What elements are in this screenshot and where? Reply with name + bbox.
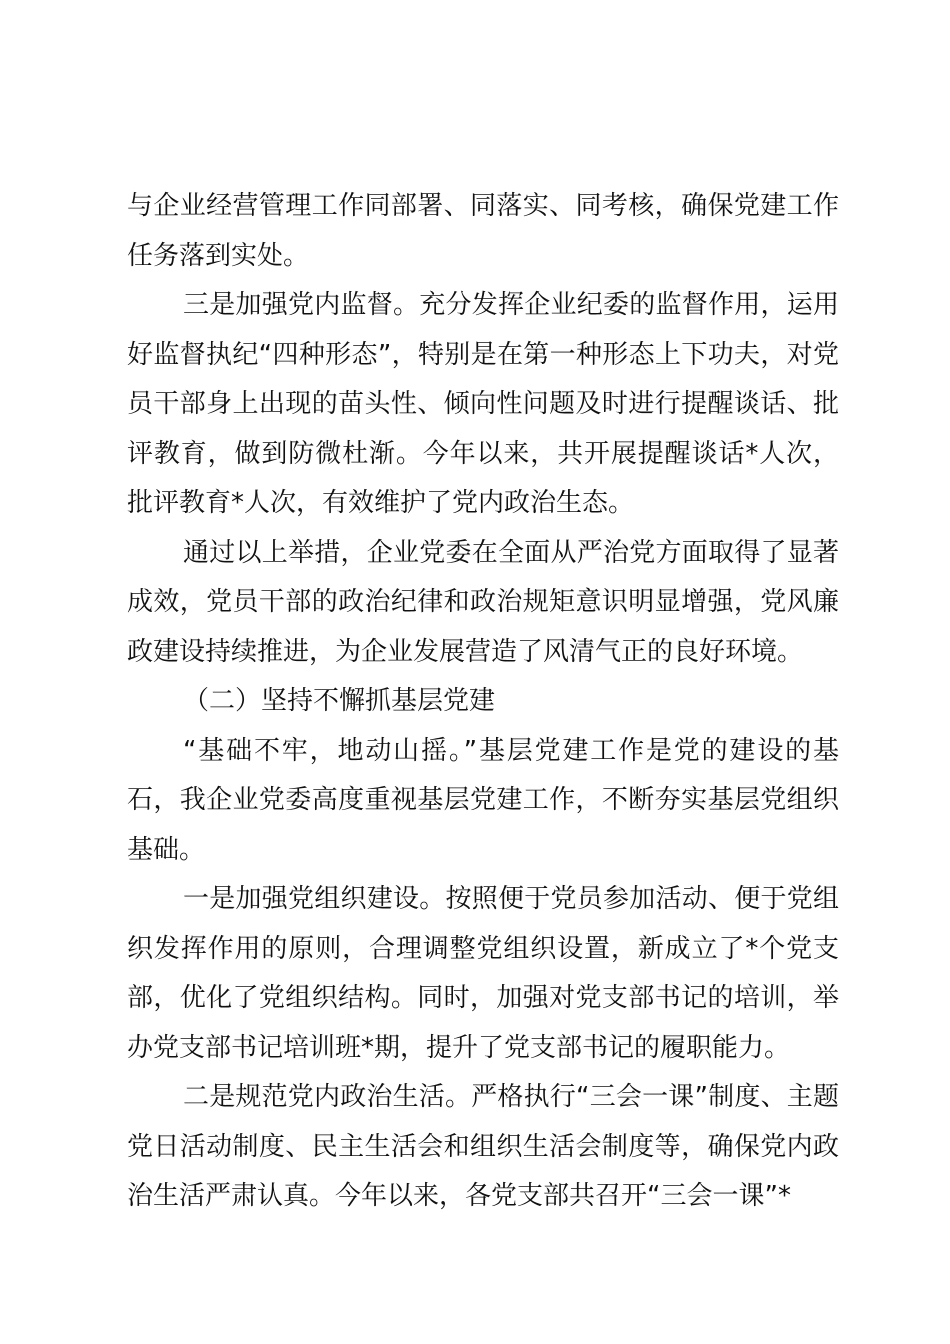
paragraph-continuation: 与企业经营管理工作同部署、同落实、同考核，确保党建工作任务落到实处。 xyxy=(127,191,839,271)
paragraph-summary: 通过以上举措，企业党委在全面从严治党方面取得了显著成效，党员干部的政治纪律和政治规矩意识明显增强，党风廉政建设持续推进，为企业发展营造了风清气正的良好环境。 xyxy=(127,537,839,667)
paragraph-organization-building: 一是加强党组织建设。按照便于党员参加活动、便于党组织发挥作用的原则，合理调整党组织设置，新成立了*个党支部，优化了党组织结构。同时，加强对党支部书记的培训，举办党支部书记培训班*期，提升了党支部书记的履职能力。 xyxy=(127,884,839,1063)
paragraph-political-life: 二是规范党内政治生活。严格执行“三会一课”制度、主题党日活动制度、民主生活会和组织生活会制度等，确保党内政治生活严肃认真。今年以来，各党支部共召开“三会一课”* xyxy=(127,1082,839,1211)
paragraph-party-supervision: 三是加强党内监督。充分发挥企业纪委的监督作用，运用好监督执纪“四种形态”，特别是在第一种形态上下功夫，对党员干部身上出现的苗头性、倾向性问题及时进行提醒谈话、批评教育，做到防微杜渐。今年以来，共开展提醒谈话*人次，批评教育*人次，有效维护了党内政治生态。 xyxy=(127,290,839,518)
document-body xyxy=(127,182,839,1222)
section-heading: （二）坚持不懈抓基层党建 xyxy=(183,686,496,716)
paragraph-grassroots-intro: “基础不牢，地动山摇。”基层党建工作是党的建设的基石，我企业党委高度重视基层党建工作，不断夯实基层党组织基础。 xyxy=(127,735,839,865)
